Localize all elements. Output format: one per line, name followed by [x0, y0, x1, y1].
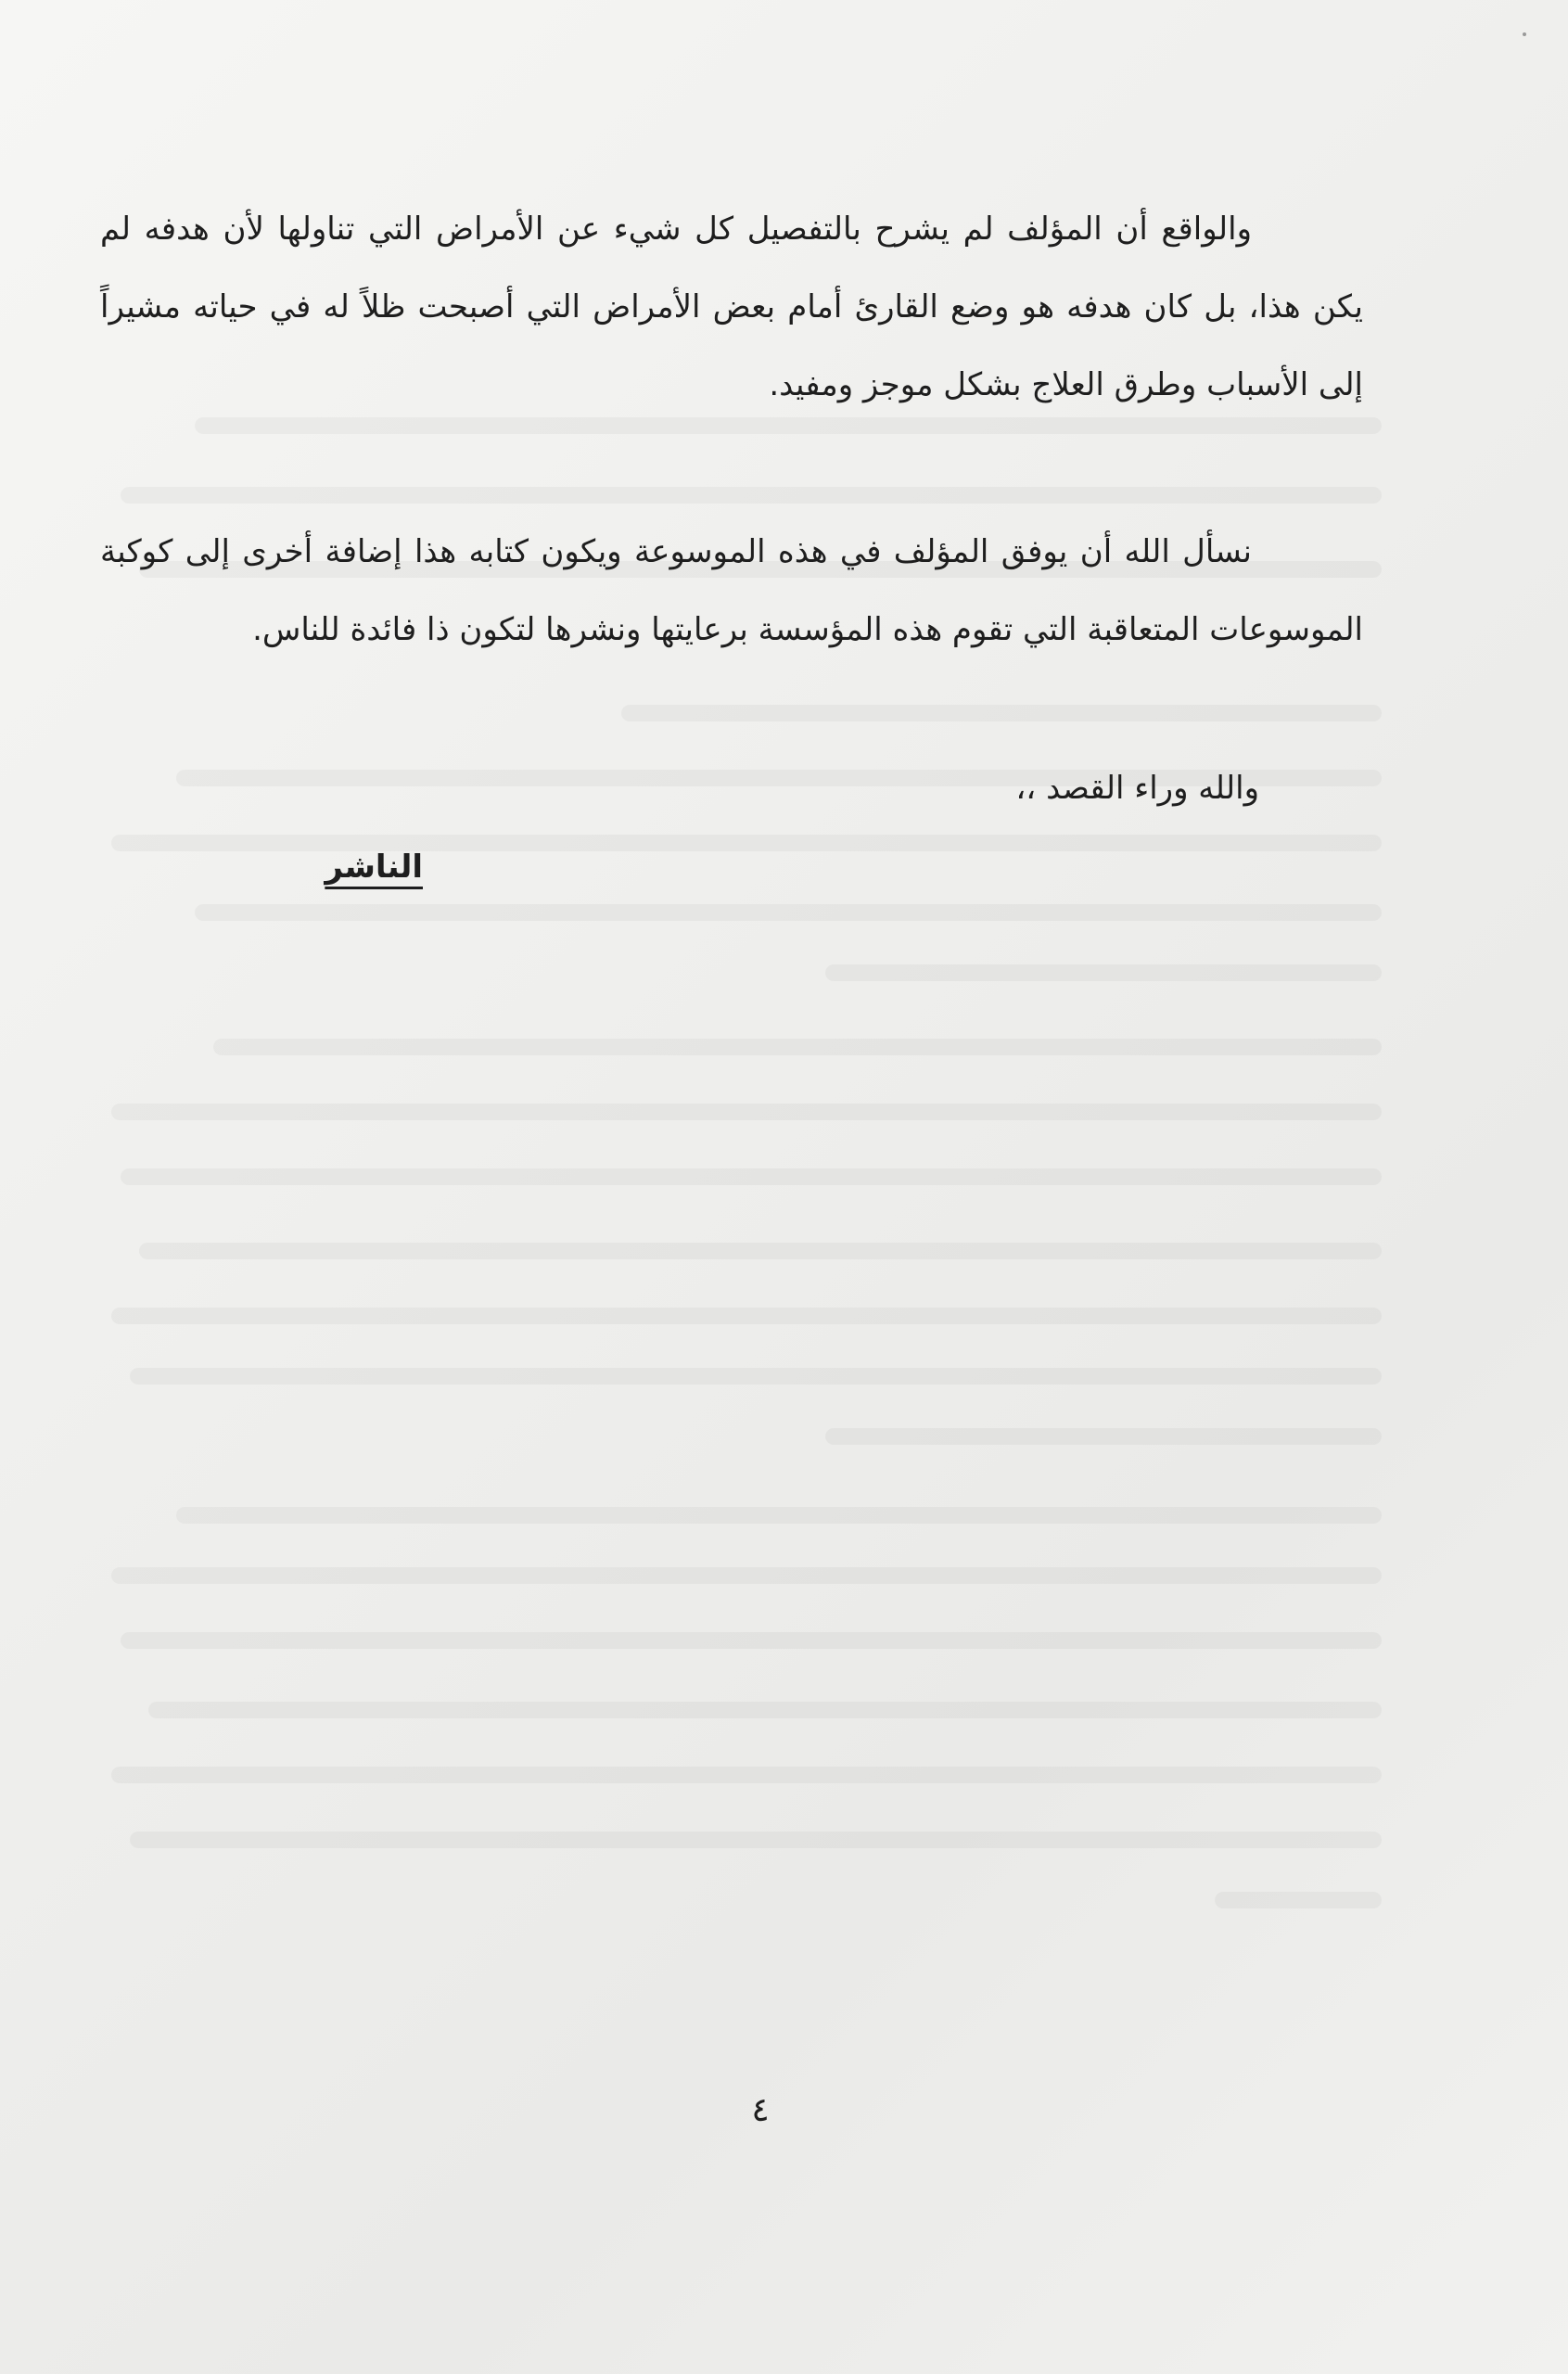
closing-line: والله وراء القصد ،،	[1015, 770, 1259, 807]
paragraph-1	[100, 190, 1363, 424]
publisher-signature: الناشر	[325, 849, 423, 886]
scan-speck	[1523, 32, 1526, 36]
paragraph-2	[100, 513, 1363, 669]
paragraph-1-text: والواقع أن المؤلف لم يشرح بالتفصيل كل شيء عن الأمراض التي تناولها لأن هدفه لم يكن هذا، بل كان هدفه هو وضع القارئ أمام بعض الأمراض التي أصبحت ظلاً له في حياته مشيراً إلى الأسباب وطرق العلاج بشكل موجز ومفيد.	[100, 211, 1363, 403]
page-number: ٤	[751, 2091, 770, 2129]
paragraph-2-text: نسأل الله أن يوفق المؤلف في هذه الموسوعة ويكون كتابه هذا إضافة أخرى إلى كوكبة الموسوعات المتعاقبة التي تقوم هذه المؤسسة برعايتها ونشرها لتكون ذا فائدة للناس.	[100, 533, 1363, 648]
